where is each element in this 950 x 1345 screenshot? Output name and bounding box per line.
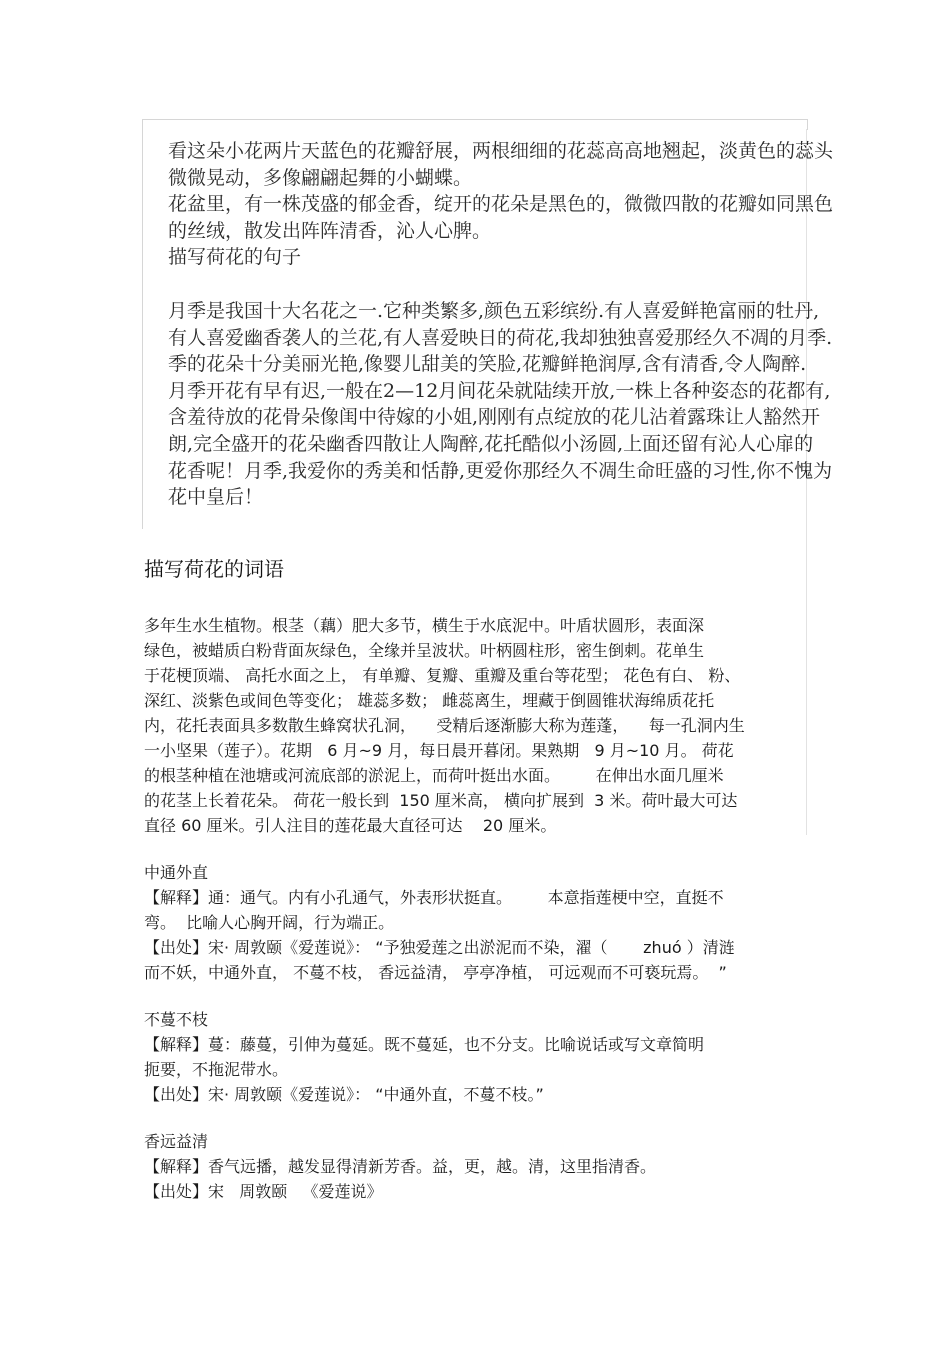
text-line: 朗,完全盛开的花朵幽香四散让人陶醉,花托酷似小汤圆,上面还留有沁人心扉的: [168, 432, 814, 455]
text-line: 花盆里，有一株茂盛的郁金香，绽开的花朵是黑色的，微微四散的花瓣如同黑色: [168, 193, 834, 216]
frame-left-border: [142, 129, 143, 529]
text-line: 描写荷花的句子: [168, 246, 302, 269]
text-line: 【出处】宋· 周敦颐《爱莲说》： “中通外直，不蔓不枝。”: [144, 1085, 544, 1104]
idiom-title: 不蔓不枝: [144, 1010, 209, 1029]
text-line: 花中皇后！: [168, 486, 264, 509]
idiom-title: 中通外直: [144, 863, 209, 882]
text-line: 直径 60 厘米。引人注目的莲花最大直径可达 20 厘米。: [144, 816, 557, 835]
text-line: 的花茎上长着花朵。 荷花一般长到 150 厘米高， 横向扩展到 3 米。荷叶最大可达: [144, 791, 738, 810]
text-line: 有人喜爱幽香袭人的兰花,有人喜爱映日的荷花,我却独独喜爱那经久不凋的月季.: [168, 326, 833, 349]
text-line: 【解释】蔓：藤蔓，引伸为蔓延。既不蔓延，也不分支。比喻说话或写文章简明: [144, 1035, 705, 1054]
section-heading: 描写荷花的词语: [144, 557, 284, 581]
text-line: 【出处】宋· 周敦颐《爱莲说》： “予独爱莲之出淤泥而不染，濯（ zhuó ）清涟: [144, 938, 735, 957]
text-line: 的根茎种植在池塘或河流底部的淤泥上，而荷叶挺出水面。 在伸出水面几厘米: [144, 766, 724, 785]
idiom-entry: [144, 1007, 834, 1107]
text-line: 多年生水生植物。根茎（藕）肥大多节，横生于水底泥中。叶盾状圆形，表面深: [144, 616, 705, 635]
embedded-image-frame: [142, 119, 808, 130]
idiom-list: [144, 860, 834, 1226]
text-line: 花香呢！月季,我爱你的秀美和恬静,更爱你那经久不凋生命旺盛的习性,你不愧为: [168, 459, 833, 482]
text-line: 内，花托表面具多数散生蜂窝状孔洞， 受精后逐渐膨大称为莲蓬， 每一孔洞内生: [144, 716, 745, 735]
text-line: 含羞待放的花骨朵像闺中待嫁的小姐,刚刚有点绽放的花儿沾着露珠让人豁然开: [168, 406, 821, 429]
text-line: 一小坚果（莲子）。花期 6 月~9 月，每日晨开暮闭。果熟期 9 月~10 月。 荷花: [144, 741, 734, 760]
text-line: 于花梗顶端、 高托水面之上， 有单瓣、复瓣、重瓣及重台等花型； 花色有白、 粉、: [144, 666, 741, 685]
text-line: 弯。 比喻人心胸开阔，行为端正。: [144, 913, 395, 932]
text-line: 【解释】通：通气。内有小孔通气，外表形状挺直。 本意指莲梗中空，直挺不: [144, 888, 724, 907]
text-line: 【解释】香气远播，越发显得清新芳香。益，更，越。清，这里指清香。: [144, 1157, 657, 1176]
text-line: 扼要，不拖泥带水。: [144, 1060, 289, 1079]
text-line: 【出处】宋 周敦颐 《爱莲说》: [144, 1182, 383, 1201]
text-line: 微微晃动，多像翩翩起舞的小蝴蝶。: [168, 166, 473, 189]
text-line: 月季开花有早有迟,一般在2—12月间花朵就陆续开放,一株上各种姿态的花都有,: [168, 379, 831, 402]
idiom-title: 香远益清: [144, 1132, 209, 1151]
text-line: 季的花朵十分美丽光艳,像婴儿甜美的笑脸,花瓣鲜艳润厚,含有清香,令人陶醉.: [168, 353, 807, 376]
text-line: 的丝绒，散发出阵阵清香，沁人心脾。: [168, 219, 492, 242]
idiom-entry: [144, 860, 834, 985]
lotus-description: [144, 613, 824, 838]
idiom-entry: [144, 1129, 834, 1204]
text-line: 绿色，被蜡质白粉背面灰绿色，全缘并呈波状。叶柄圆柱形，密生倒刺。花单生: [144, 641, 705, 660]
spacer: [168, 271, 906, 298]
text-line: 看这朵小花两片天蓝色的花瓣舒展，两根细细的花蕊高高地翘起，淡黄色的蕊头: [168, 140, 834, 162]
text-line: 深红、淡紫色或间色等变化； 雄蕊多数； 雌蕊离生，埋藏于倒圆锥状海绵质花托: [144, 691, 715, 710]
embedded-text-image: [168, 138, 906, 511]
text-line: 月季是我国十大名花之一.它种类繁多,颜色五彩缤纷.有人喜爱鲜艳富丽的牡丹,: [168, 299, 820, 322]
text-line: 而不妖，中通外直， 不蔓不枝， 香远益清， 亭亭净植， 可远观而不可亵玩焉。 ”: [144, 963, 727, 982]
